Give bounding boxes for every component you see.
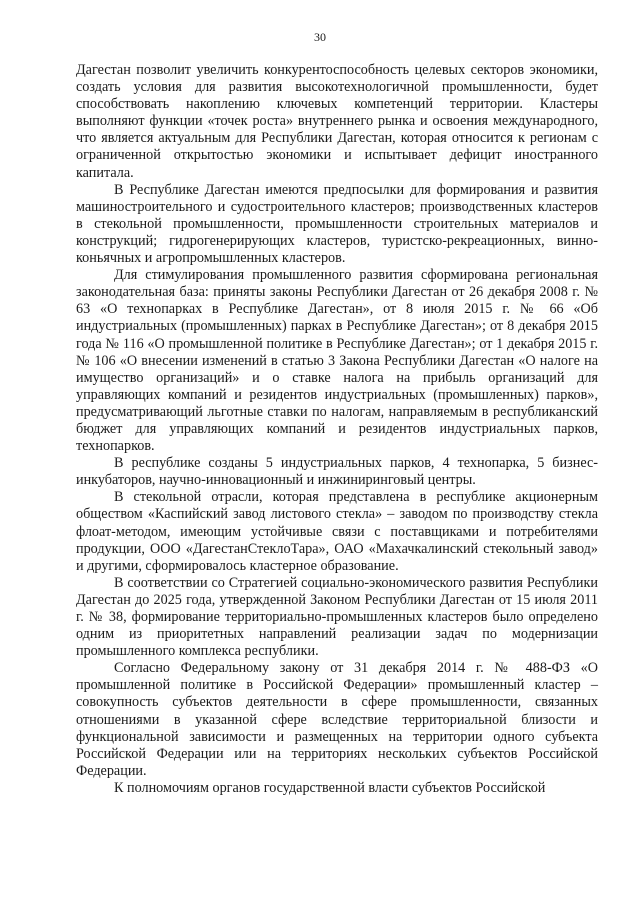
paragraph-2: В Республике Дагестан имеются предпосылки для формирования и развития машиностроительного и судостроительного кластеров; производственных кластеров в стекольной промышленности, промышленности строительных материалов и конструкций; гидрогенерирующих кластеров, туристско-рекреационных, винно-коньячных и агропромышленных кластеров.: [76, 181, 598, 267]
paragraph-4: В республике созданы 5 индустриальных парков, 4 технопарка, 5 бизнес-инкубаторов, научно-инновационный и инжиниринговый центры.: [76, 455, 598, 489]
paragraph-6: В соответствии со Стратегией социально-экономического развития Республики Дагестан до 2025 года, утвержденной Законом Республики Дагестан от 15 июля 2011 г. № 38, формирование территориально-промышленных кластеров было определено одним из приоритетных направлений реализации задач по модернизации промышленного комплекса республики.: [76, 574, 598, 660]
paragraph-3: Для стимулирования промышленного развития сформирована региональная законодательная база: приняты законы Республики Дагестан от 26 декабря 2008 г. № 63 «О технопарках в Республике Дагестан», от 8 июля 2015 г. № 66 «Об индустриальных (промышленных) парках в Республике Дагестан»; от 8 декабря 2015 года № 116 «О промышленной политике в Республике Дагестан»; от 1 декабря 2015 г. № 106 «О внесении изменений в статью 3 Закона Республики Дагестан «О налоге на имущество организаций» и о ставке налога на прибыль организаций для управляющих компаний и резидентов индустриальных (промышленных) парков», предусматривающий льготные ставки по налогам, направляемым в республиканский бюджет для управляющих компаний и резидентов индустриальных парков, технопарков.: [76, 267, 598, 455]
paragraph-1: Дагестан позволит увеличить конкурентоспособность целевых секторов экономики, создать условия для развития высокотехнологичной промышленности, будет способствовать накоплению ключевых компетенций территории. Кластеры выполняют функции «точек роста» внутреннего рынка и освоения международного, что является актуальным для Республики Дагестан, которая относится к регионам с ограниченной открытостью экономики и испытывает дефицит иностранного капитала.: [76, 62, 598, 181]
paragraph-5: В стекольной отрасли, которая представлена в республике акционерным обществом «Каспийский завод листового стекла» – заводом по производству стекла флоат-методом, имеющим устойчивые связи с поставщиками и потребителями продукции, ООО «ДагестанСтеклоТара», ОАО «Махачкалинский стекольный завод» и другими, сформировалось кластерное образование.: [76, 489, 598, 574]
page-number: 30: [314, 30, 326, 44]
paragraph-8: К полномочиям органов государственной власти субъектов Российской: [114, 779, 546, 796]
document-body: [76, 62, 598, 797]
paragraph-7: Согласно Федеральному закону от 31 декабря 2014 г. № 488-ФЗ «О промышленной политике в Российской Федерации» промышленный кластер – совокупность субъектов деятельности в сфере промышленности, связанных отношениями в указанной сфере вследствие территориальной близости и функциональной зависимости и размещенных на территории одного субъекта Российской Федерации или на территориях нескольких субъектов Российской Федерации.: [76, 660, 598, 779]
